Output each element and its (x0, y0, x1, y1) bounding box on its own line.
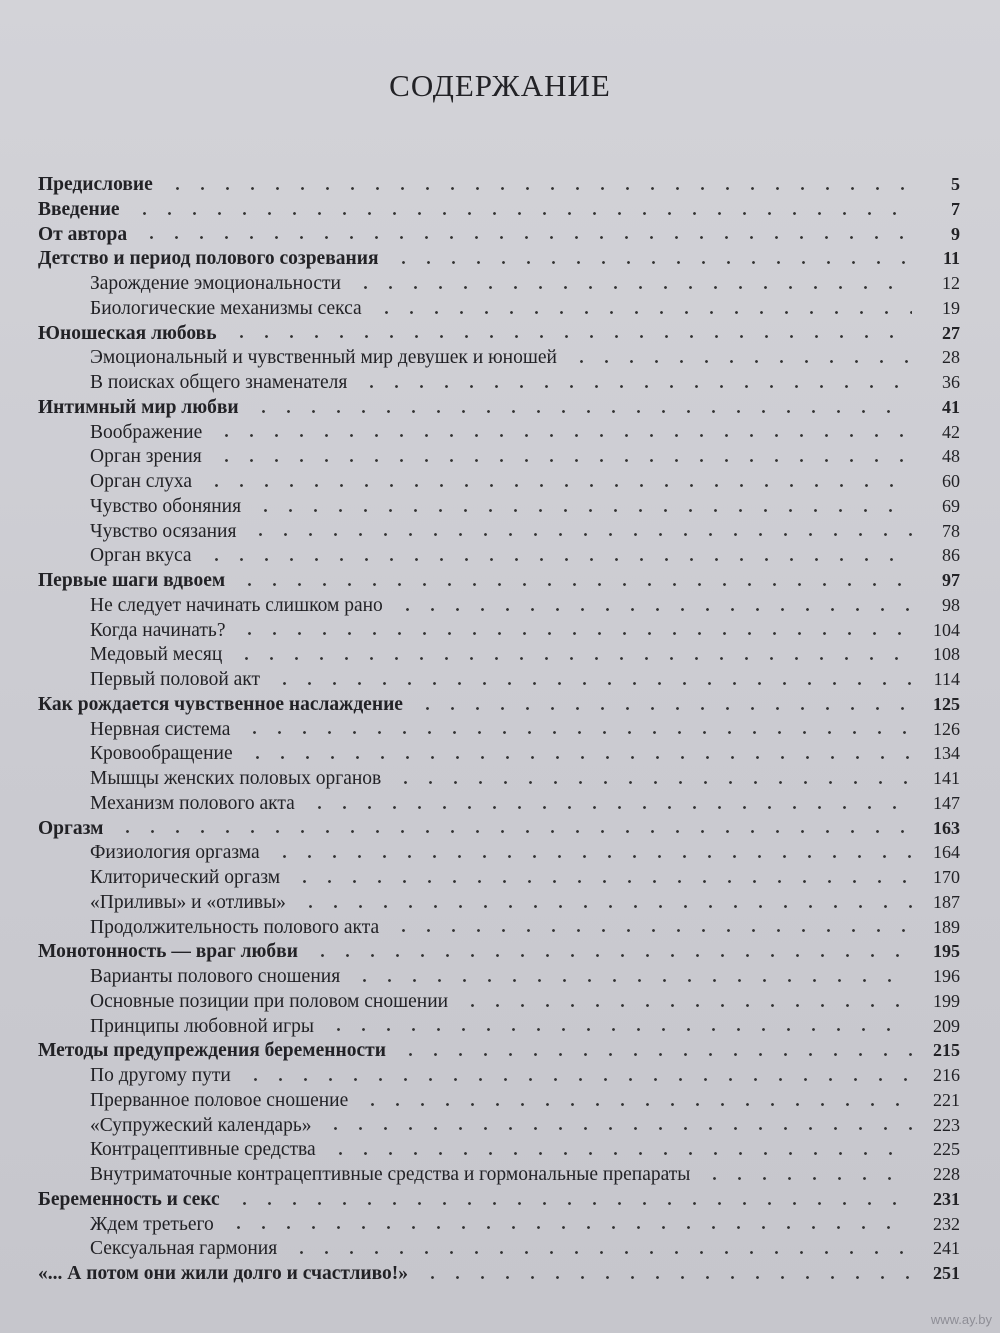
toc-section (38, 865, 960, 890)
toc-page-number: 223 (933, 1114, 960, 1135)
toc-page-number: 163 (933, 817, 960, 838)
toc-page-number: 5 (951, 174, 960, 194)
toc-entry-label: Внутриматочные контрацептивные средства и гормональные препараты (90, 1164, 691, 1185)
toc-entry-label: Интимный мир любви (38, 396, 239, 418)
toc-entry-label: Чувство осязания (90, 520, 237, 542)
toc-section (38, 741, 960, 766)
toc-entry-label: Орган зрения (90, 446, 202, 468)
toc-page-number: 104 (933, 619, 960, 640)
toc-entry-label: Варианты полового сношения (90, 966, 341, 987)
dot-leader (385, 929, 912, 932)
toc-entry-label: Сексуальная гармония (90, 1238, 278, 1260)
dot-leader (220, 1226, 912, 1229)
dot-leader (354, 1103, 912, 1106)
dot-leader (208, 434, 912, 437)
toc-page-number: 141 (933, 768, 960, 788)
dot-leader (320, 1028, 912, 1031)
toc-page-number: 41 (942, 396, 960, 417)
toc-section (38, 593, 960, 618)
toc-page-number: 251 (933, 1263, 960, 1283)
toc-entry-label: Контрацептивные средства (90, 1139, 316, 1161)
toc-page-number: 195 (933, 941, 960, 962)
toc-page-number: 225 (933, 1139, 960, 1160)
dot-leader (286, 880, 912, 883)
toc-entry-label: Клиторический оргазм (90, 867, 281, 888)
toc-page-number: 78 (942, 520, 960, 541)
toc-entry-label: Чувство обоняния (90, 495, 242, 517)
toc-entry-label: Ждем третьего (90, 1213, 214, 1235)
toc-page-number: 69 (942, 495, 960, 516)
toc-section (38, 370, 960, 395)
table-of-contents (38, 172, 960, 1286)
dot-leader (223, 335, 912, 338)
toc-section (38, 618, 960, 643)
toc-entry-label: Принципы любовной игры (90, 1015, 314, 1037)
toc-page-number: 241 (933, 1238, 960, 1259)
toc-entry-label: Нервная система (90, 718, 231, 740)
toc-entry-label: Мышцы женских половых органов (90, 768, 382, 789)
dot-leader (245, 410, 912, 413)
toc-page-number: 98 (942, 594, 960, 615)
toc-page-number: 199 (933, 990, 960, 1011)
toc-section (38, 1088, 960, 1113)
toc-section (38, 964, 960, 989)
dot-leader (247, 509, 912, 512)
toc-entry-label: Кровообращение (90, 743, 233, 765)
toc-entry-label: Основные позиции при половом сношении (90, 990, 449, 1012)
toc-chapter (38, 1261, 960, 1286)
toc-chapter (38, 197, 960, 222)
dot-leader (159, 187, 912, 190)
toc-entry-label: По другому пути (90, 1065, 231, 1086)
toc-chapter (38, 246, 960, 271)
toc-page-number: 215 (933, 1040, 960, 1061)
toc-entry-label: Введение (38, 198, 120, 220)
toc-chapter (38, 816, 960, 841)
dot-leader (242, 533, 912, 536)
dot-leader (322, 1152, 912, 1155)
toc-chapter (38, 321, 960, 346)
toc-entry-label: Воображение (90, 421, 203, 443)
toc-entry-label: Беременность и секс (38, 1188, 220, 1210)
toc-section (38, 494, 960, 519)
toc-section (38, 890, 960, 915)
dot-leader (109, 830, 912, 833)
toc-entry-label: Юношеская любовь (38, 322, 217, 344)
dot-leader (347, 286, 912, 289)
dot-leader (266, 855, 912, 858)
toc-entry-label: Первые шаги вдвоем (38, 570, 226, 591)
toc-page-number: 7 (951, 198, 960, 219)
toc-page-number: 19 (942, 297, 960, 318)
toc-section (38, 296, 960, 321)
toc-page-number: 11 (942, 248, 960, 269)
toc-chapter (38, 172, 960, 197)
toc-entry-label: Предисловие (38, 174, 153, 195)
toc-page-number: 221 (933, 1089, 960, 1110)
toc-entry-label: В поисках общего знаменателя (90, 372, 348, 393)
toc-chapter (38, 1187, 960, 1212)
toc-section (38, 1137, 960, 1162)
toc-page-number: 147 (933, 792, 960, 813)
dot-leader (231, 583, 912, 586)
toc-entry-label: Зарождение эмоциональности (90, 273, 341, 294)
dot-leader (389, 608, 912, 611)
toc-entry-label: Когда начинать? (90, 619, 226, 641)
dot-leader (414, 1276, 912, 1279)
toc-section (38, 271, 960, 296)
toc-section (38, 1113, 960, 1138)
toc-section (38, 717, 960, 742)
dot-leader (266, 682, 912, 685)
dot-leader (353, 385, 912, 388)
toc-section (38, 791, 960, 816)
dot-leader (368, 311, 912, 314)
toc-chapter (38, 1038, 960, 1063)
toc-entry-label: «... А потом они жили долго и счастливо!» (38, 1263, 409, 1284)
toc-entry-label: От автора (38, 223, 128, 245)
toc-section (38, 1014, 960, 1039)
dot-leader (385, 261, 912, 264)
toc-section (38, 915, 960, 940)
toc-chapter (38, 568, 960, 593)
toc-page-number: 209 (933, 1015, 960, 1036)
toc-page-number: 216 (933, 1065, 960, 1085)
dot-leader (198, 484, 912, 487)
toc-section (38, 420, 960, 445)
toc-section (38, 989, 960, 1014)
dot-leader (387, 781, 912, 784)
dot-leader (292, 905, 912, 908)
toc-entry-label: Эмоциональный и чувственный мир девушек и юношей (90, 347, 557, 369)
toc-entry-label: Оргазм (38, 817, 104, 839)
watermark: www.ay.by (930, 1312, 992, 1327)
toc-section (38, 1212, 960, 1237)
toc-chapter (38, 692, 960, 717)
toc-chapter (38, 395, 960, 420)
dot-leader (346, 979, 912, 982)
toc-section (38, 1236, 960, 1261)
toc-page-number: 134 (933, 743, 960, 764)
toc-entry-label: Не следует начинать слишком рано (90, 594, 383, 616)
toc-page-number: 170 (933, 867, 960, 887)
toc-page-number: 48 (942, 446, 960, 467)
dot-leader (208, 459, 912, 462)
toc-section (38, 1162, 960, 1187)
toc-page-number: 125 (933, 693, 960, 714)
dot-leader (239, 756, 912, 759)
toc-page-number: 12 (942, 273, 960, 293)
toc-page-number: 108 (933, 644, 960, 665)
toc-entry-label: Медовый месяц (90, 644, 223, 666)
toc-page-number: 86 (942, 545, 960, 566)
toc-entry-label: Продолжительность полового акта (90, 916, 380, 938)
dot-leader (304, 954, 912, 957)
toc-entry-label: Монотонность — враг любви (38, 941, 298, 963)
toc-entry-label: Первый половой акт (90, 669, 261, 690)
toc-entry-label: Физиология оргазма (90, 842, 260, 864)
dot-leader (301, 806, 912, 809)
toc-entry-label: Механизм полового акта (90, 792, 295, 814)
toc-entry-label: Орган слуха (90, 471, 193, 492)
toc-page-number: 187 (933, 891, 960, 912)
dot-leader (392, 1053, 912, 1056)
toc-entry-label: Биологические механизмы секса (90, 297, 362, 319)
toc-page-number: 126 (933, 718, 960, 739)
toc-section (38, 766, 960, 791)
dot-leader (696, 1177, 912, 1180)
toc-chapter (38, 939, 960, 964)
toc-chapter (38, 222, 960, 247)
toc-page-number: 28 (942, 347, 960, 368)
dot-leader (236, 731, 912, 734)
toc-page-number: 196 (933, 966, 960, 986)
toc-entry-label: Детство и период полового созревания (38, 248, 379, 270)
dot-leader (126, 212, 912, 215)
toc-entry-label: Как рождается чувственное наслаждение (38, 693, 403, 715)
page-title: СОДЕРЖАНИЕ (389, 68, 611, 103)
dot-leader (454, 1004, 912, 1007)
dot-leader (237, 1078, 912, 1081)
toc-page-number: 231 (933, 1188, 960, 1209)
toc-page-number: 36 (942, 372, 960, 392)
toc-page-number: 164 (933, 842, 960, 863)
toc-page-number: 189 (933, 916, 960, 937)
toc-entry-label: Методы предупреждения беременности (38, 1040, 386, 1062)
toc-entry-label: Прерванное половое сношение (90, 1089, 349, 1111)
toc-entry-label: Орган вкуса (90, 545, 192, 567)
dot-leader (228, 657, 912, 660)
toc-entry-label: «Приливы» и «отливы» (90, 891, 286, 913)
toc-section (38, 642, 960, 667)
toc-page-number: 9 (951, 223, 960, 244)
dot-leader (283, 1251, 912, 1254)
dot-leader (198, 558, 913, 561)
toc-section (38, 519, 960, 544)
toc-page-number: 27 (942, 322, 960, 343)
toc-section (38, 543, 960, 568)
toc-section (38, 345, 960, 370)
toc-section (38, 444, 960, 469)
toc-page-number: 60 (942, 471, 960, 491)
dot-leader (317, 1127, 912, 1130)
toc-section (38, 667, 960, 692)
dot-leader (226, 1202, 912, 1205)
toc-section (38, 469, 960, 494)
toc-page-number: 42 (942, 421, 960, 442)
toc-section (38, 840, 960, 865)
toc-page-number: 228 (933, 1164, 960, 1184)
toc-page-number: 232 (933, 1213, 960, 1234)
toc-section (38, 1063, 960, 1088)
dot-leader (409, 707, 912, 710)
toc-entry-label: «Супружеский календарь» (90, 1114, 312, 1136)
toc-page-number: 114 (933, 669, 960, 689)
dot-leader (231, 632, 912, 635)
dot-leader (133, 236, 912, 239)
dot-leader (563, 360, 912, 363)
toc-page-number: 97 (942, 570, 960, 590)
